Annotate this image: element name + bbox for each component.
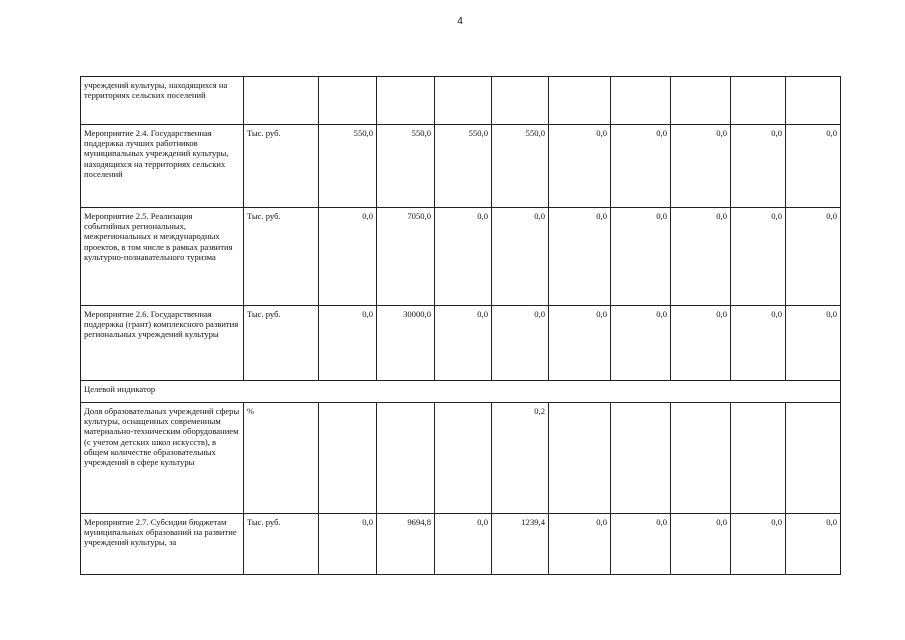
value-cell: 0,0	[319, 514, 377, 575]
value-cell	[611, 77, 671, 125]
value-cell	[377, 403, 435, 514]
value-cell	[492, 77, 549, 125]
value-cell: 0,0	[435, 208, 492, 306]
value-cell: 0,0	[731, 125, 786, 208]
value-cell: 1239,4	[492, 514, 549, 575]
value-cell: 30000,0	[377, 306, 435, 381]
value-cell: 0,0	[611, 125, 671, 208]
row-unit: Тыс. руб.	[244, 514, 319, 575]
value-cell: 550,0	[492, 125, 549, 208]
value-cell: 0,0	[671, 125, 731, 208]
value-cell: 0,0	[492, 208, 549, 306]
value-cell: 0,0	[549, 208, 611, 306]
value-cell: 9694,8	[377, 514, 435, 575]
row-description: учреждений культуры, находящихся на территориях сельских поселений	[81, 77, 244, 125]
row-unit	[244, 77, 319, 125]
value-cell: 0,0	[611, 306, 671, 381]
value-cell: 0,0	[786, 208, 841, 306]
row-description: Доля образовательных учреждений сферы культуры, оснащенных современным материально-техническим оборудованием (с учетом детских школ искусств), в общем количестве образовательных учреждений в сфере культуры	[81, 403, 244, 514]
value-cell: 0,0	[611, 208, 671, 306]
row-unit: Тыс. руб.	[244, 125, 319, 208]
section-row	[81, 381, 841, 403]
value-cell: 0,2	[492, 403, 549, 514]
value-cell	[319, 77, 377, 125]
value-cell	[377, 77, 435, 125]
value-cell	[671, 77, 731, 125]
value-cell: 550,0	[377, 125, 435, 208]
value-cell: 0,0	[671, 514, 731, 575]
row-unit: Тыс. руб.	[244, 208, 319, 306]
value-cell: 0,0	[435, 514, 492, 575]
value-cell	[549, 77, 611, 125]
table-row	[81, 77, 841, 125]
value-cell: 0,0	[786, 514, 841, 575]
value-cell: 0,0	[319, 306, 377, 381]
table-row	[81, 403, 841, 514]
value-cell	[671, 403, 731, 514]
value-cell: 0,0	[671, 306, 731, 381]
value-cell: 550,0	[435, 125, 492, 208]
value-cell: 0,0	[731, 306, 786, 381]
value-cell	[786, 403, 841, 514]
value-cell	[731, 403, 786, 514]
value-cell: 0,0	[435, 306, 492, 381]
row-description: Мероприятие 2.7. Субсидии бюджетам муниципальных образований на развитие учреждений культуры, за	[81, 514, 244, 575]
value-cell: 0,0	[786, 125, 841, 208]
value-cell: 0,0	[671, 208, 731, 306]
table-row	[81, 125, 841, 208]
value-cell	[731, 77, 786, 125]
table-row	[81, 208, 841, 306]
row-description: Мероприятие 2.5. Реализация событийных региональных, межрегиональных и международных проектов, в том числе в рамках развития культурно-познавательного туризма	[81, 208, 244, 306]
value-cell: 0,0	[549, 306, 611, 381]
section-heading: Целевой индикатор	[81, 381, 841, 403]
value-cell	[319, 403, 377, 514]
row-description: Мероприятие 2.4. Государственная поддержка лучших работников муниципальных учреждений культуры, находящихся на территориях сельских поселений	[81, 125, 244, 208]
value-cell	[786, 77, 841, 125]
value-cell: 0,0	[611, 514, 671, 575]
value-cell	[549, 403, 611, 514]
value-cell	[435, 403, 492, 514]
budget-table	[80, 76, 841, 575]
value-cell: 0,0	[549, 514, 611, 575]
table-row	[81, 514, 841, 575]
value-cell: 0,0	[731, 514, 786, 575]
value-cell: 7050,0	[377, 208, 435, 306]
value-cell: 550,0	[319, 125, 377, 208]
value-cell: 0,0	[492, 306, 549, 381]
row-description: Мероприятие 2.6. Государственная поддержка (грант) комплексного развития региональных учреждений культуры	[81, 306, 244, 381]
value-cell	[435, 77, 492, 125]
value-cell: 0,0	[319, 208, 377, 306]
value-cell: 0,0	[731, 208, 786, 306]
value-cell: 0,0	[786, 306, 841, 381]
value-cell	[611, 403, 671, 514]
row-unit: Тыс. руб.	[244, 306, 319, 381]
row-unit: %	[244, 403, 319, 514]
value-cell: 0,0	[549, 125, 611, 208]
table-row	[81, 306, 841, 381]
page-number: 4	[457, 16, 463, 27]
